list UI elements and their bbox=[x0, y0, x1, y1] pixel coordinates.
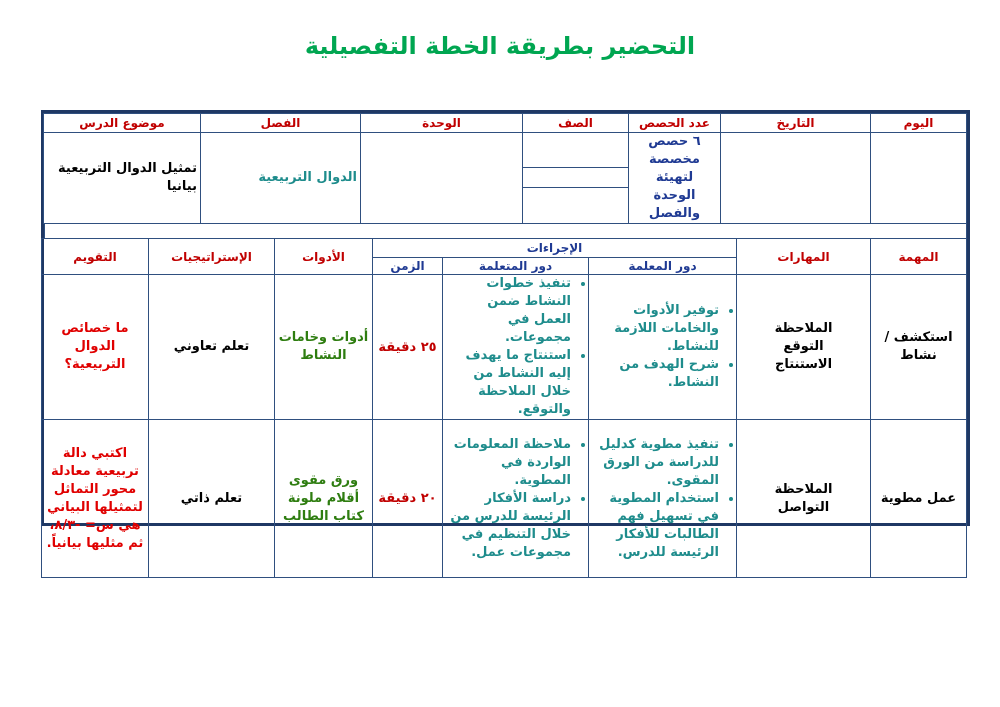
header-teacher-role: دور المعلمة bbox=[589, 258, 737, 275]
header-strategies: الإستراتيجيات bbox=[148, 239, 274, 275]
value-chapter: الدوال التربيعية bbox=[201, 133, 361, 224]
table-spacer bbox=[44, 224, 967, 238]
header-skills: المهارات bbox=[737, 239, 871, 275]
header-unit: الوحدة bbox=[361, 114, 523, 133]
header-day: اليوم bbox=[871, 114, 967, 133]
class-subcell bbox=[523, 188, 628, 208]
row-strategy: تعلم تعاوني bbox=[148, 275, 274, 420]
sessions-line: مخصصة لتهيئة bbox=[649, 152, 700, 185]
header-time: الزمن bbox=[372, 258, 442, 275]
header-sessions: عدد الحصص bbox=[629, 114, 721, 133]
class-subcell bbox=[523, 148, 628, 168]
lesson-plan-frame bbox=[41, 110, 970, 560]
plan-row bbox=[41, 275, 966, 420]
skill-line: الملاحظة bbox=[774, 321, 833, 336]
page-title: التحضير بطريقة الخطة التفصيلية bbox=[304, 32, 696, 60]
teacher-item: • تنفيذ مطوية كدليل للدراسة من الورق المقوى. bbox=[592, 436, 719, 490]
teacher-item: • شرح الهدف من النشاط. bbox=[592, 356, 719, 392]
header-task: المهمة bbox=[871, 239, 967, 275]
student-item: • استنتاج ما يهدف إليه النشاط من خلال الملاحظة والتوقع. bbox=[446, 347, 571, 419]
row-teacher-role bbox=[589, 275, 737, 420]
header-topic: موضوع الدرس bbox=[44, 114, 201, 133]
tool-line: ورق مقوى bbox=[288, 472, 359, 488]
header-evaluation: التقويم bbox=[41, 239, 148, 275]
sessions-line: الوحدة والفصل bbox=[648, 188, 701, 221]
skill-line: التوقع bbox=[783, 339, 824, 354]
row-skills bbox=[737, 420, 871, 578]
skill-line: التواصل bbox=[777, 499, 830, 515]
lesson-info-table bbox=[43, 113, 967, 224]
tool-line: كتاب الطالب bbox=[283, 508, 364, 524]
row-time: ٢٥ دقيقة bbox=[372, 275, 442, 420]
row-tools bbox=[274, 420, 372, 578]
row-evaluation: اكتبي دالة تربيعية معادلة محور التماثل لتمثيلها البياني هي س= -٨/٣، ثم مثليها بيانياً. bbox=[41, 420, 148, 578]
student-item: • ملاحظة المعلومات الواردة في المطوية. bbox=[446, 436, 571, 490]
row-tools: أدوات وخامات النشاط bbox=[274, 275, 372, 420]
procedures-table bbox=[41, 238, 967, 578]
skill-line: الاستنتاج bbox=[774, 357, 833, 372]
skill-line: الملاحظة bbox=[774, 481, 833, 497]
row-task: عمل مطوية bbox=[871, 420, 967, 578]
plan-row bbox=[41, 420, 966, 578]
value-sessions bbox=[629, 133, 721, 224]
class-subcell bbox=[523, 168, 628, 188]
row-task: استكشف / نشاط bbox=[871, 275, 967, 420]
teacher-item: • توفير الأدوات والخامات اللازمة للنشاط. bbox=[592, 302, 719, 356]
teacher-item: • استخدام المطوية في تسهيل فهم الطالبات للأفكار الرئيسة للدرس. bbox=[592, 490, 719, 562]
header-student-role: دور المتعلمة bbox=[443, 258, 589, 275]
sessions-line: ٦ حصص bbox=[648, 134, 701, 149]
row-time: ٢٠ دقيقة bbox=[372, 420, 442, 578]
row-teacher-role bbox=[589, 420, 737, 578]
value-day bbox=[871, 133, 967, 224]
value-topic: تمثيل الدوال التربيعية بيانيا bbox=[44, 133, 201, 224]
header-class: الصف bbox=[523, 114, 629, 133]
header-date: التاريخ bbox=[721, 114, 871, 133]
value-class bbox=[523, 133, 629, 224]
student-item: • تنفيذ خطوات النشاط ضمن العمل في مجموعات. bbox=[446, 275, 571, 347]
student-item: • دراسة الأفكار الرئيسة للدرس من خلال التنظيم في مجموعات عمل. bbox=[446, 490, 571, 562]
tool-line: أقلام ملونة bbox=[287, 490, 360, 506]
header-procedures: الإجراءات bbox=[372, 239, 736, 258]
header-tools: الأدوات bbox=[274, 239, 372, 275]
header-chapter: الفصل bbox=[201, 114, 361, 133]
row-strategy: تعلم ذاتي bbox=[148, 420, 274, 578]
value-date bbox=[721, 133, 871, 224]
row-student-role bbox=[443, 420, 589, 578]
row-skills bbox=[737, 275, 871, 420]
value-unit bbox=[361, 133, 523, 224]
row-evaluation: ما خصائص الدوال التربيعية؟ bbox=[41, 275, 148, 420]
row-student-role bbox=[443, 275, 589, 420]
